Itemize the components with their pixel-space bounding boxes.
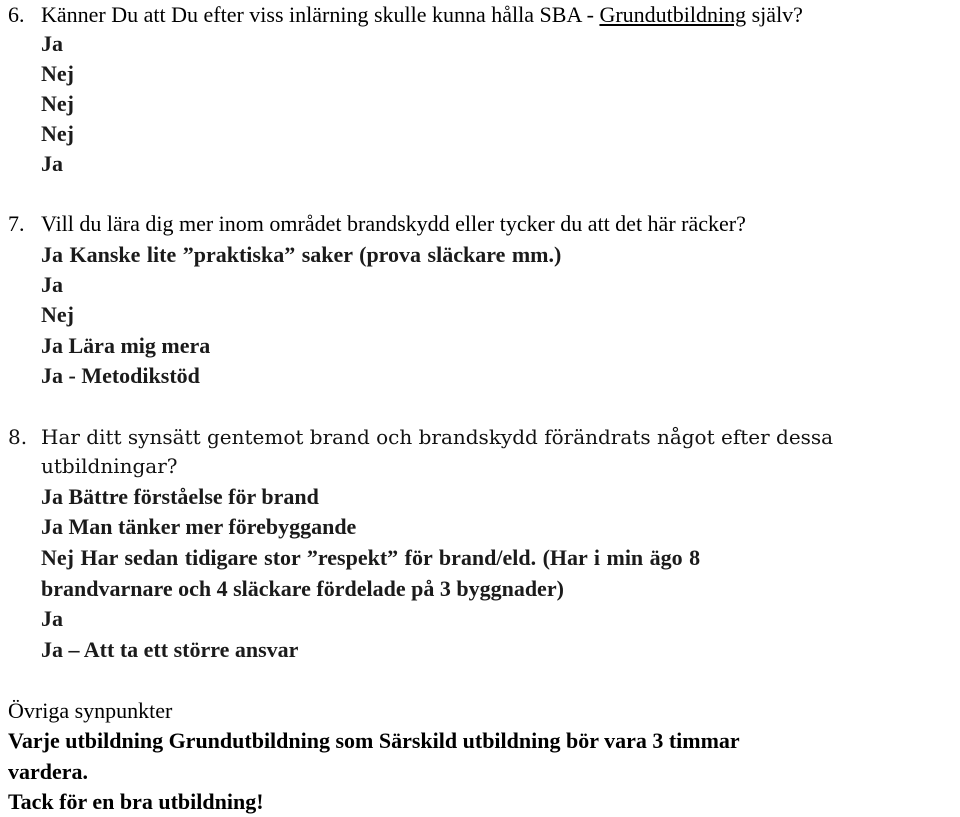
answer: Ja - Metodikstöd [41,363,200,388]
question-number: 7. [8,211,25,236]
question-number: 8. [8,425,28,449]
question-6 [8,0,803,30]
answer: Ja Man tänker mer förebyggande [41,514,357,539]
question-text: Vill du lära dig mer inom området brandskydd eller tycker du att det här räcker? [41,211,746,236]
answer: Ja [41,606,63,631]
question-8 [8,422,833,452]
answer: Ja Kanske lite ”praktiska” saker (prova släckare mm.) [41,242,562,267]
question-8-continued: utbildningar? [41,454,178,478]
answer: Nej [41,121,74,146]
answer: Nej [41,91,74,116]
comment: Varje utbildning Grundutbildning som Särskild utbildning bör vara 3 timmar [8,728,740,753]
answer: Nej [41,61,74,86]
answer: Ja [41,31,63,56]
answer: Ja [41,272,63,297]
answer: Nej Har sedan tidigare stor ”respekt” för brand/eld. (Har i min ägo 8 [41,545,701,570]
question-text: Känner Du att Du efter viss inlärning skulle kunna hålla SBA - [41,2,600,27]
answer: Ja – Att ta ett större ansvar [41,637,299,662]
answer: Ja Bättre förståelse för brand [41,484,319,509]
section-heading: Övriga synpunkter [8,698,173,723]
answer: Ja Lära mig mera [41,333,211,358]
question-text: Har ditt synsätt gentemot brand och brandskydd förändrats något efter dessa [41,425,834,449]
answer-continued: brandvarnare och 4 släckare fördelade på 3 byggnader) [41,576,564,601]
question-text-end: själv? [746,2,803,27]
answer: Nej [41,302,74,327]
question-7 [8,209,746,239]
question-number: 6. [8,2,25,27]
comment-continued: vardera. [8,759,89,784]
answer: Ja [41,151,63,176]
underlined-term: Grundutbildning [599,2,747,27]
closing-thanks: Tack för en bra utbildning! [8,789,264,814]
